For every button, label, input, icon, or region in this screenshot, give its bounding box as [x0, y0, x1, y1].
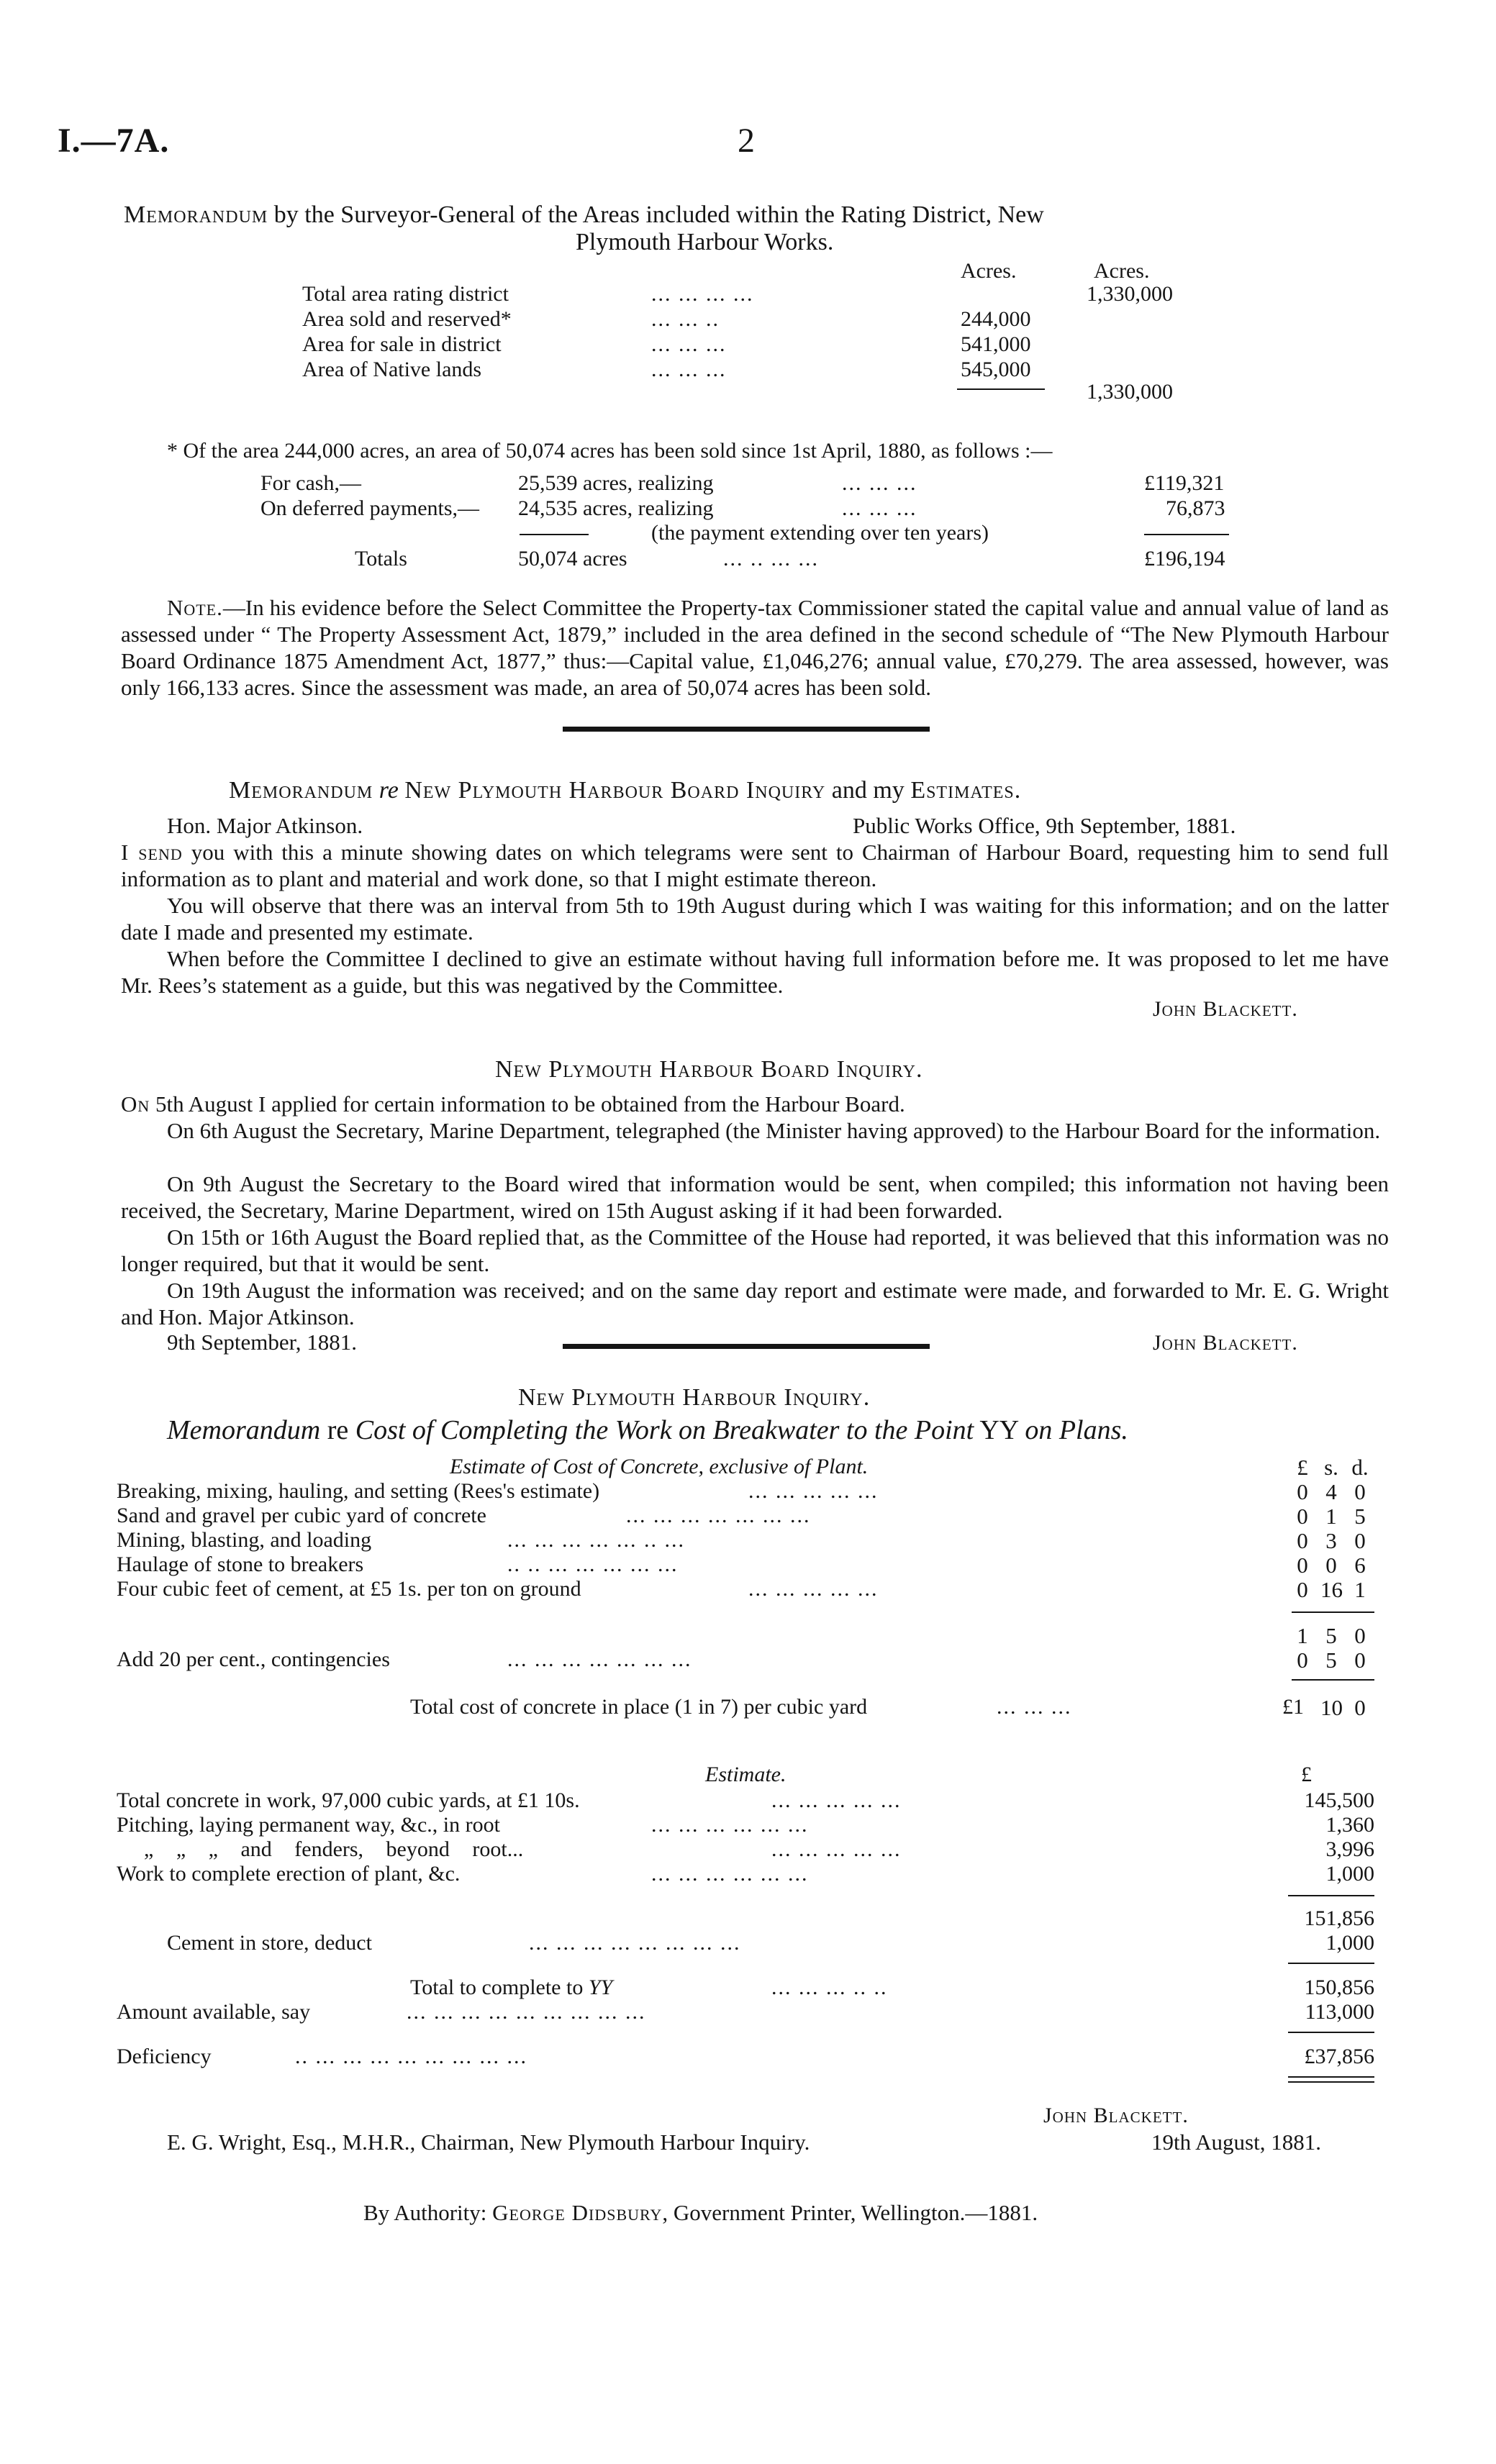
totals-acres: 50,074 acres: [518, 547, 627, 570]
total-concrete-label: Total cost of concrete in place (1 in 7) per cubic yard: [410, 1695, 868, 1719]
imprint-printer: George Didsbury: [492, 2200, 663, 2225]
concrete-item-label: Mining, blasting, and loading: [117, 1528, 372, 1552]
acres-rule: [520, 534, 589, 535]
leader-dots: ... ... ... ... ...: [748, 1479, 879, 1503]
memo1-title-line2: Plymouth Harbour Works.: [576, 229, 834, 255]
leader-dots: ... ... ...: [651, 332, 727, 356]
pence: 0: [1354, 1647, 1366, 1673]
pence: 0: [1354, 1479, 1366, 1504]
payment-note: (the payment extending over ten years): [651, 521, 989, 545]
leader-dots: ... ... ... ... ...: [771, 1788, 902, 1812]
leader-dots: ... ... ... ... ... ... ...: [507, 1647, 692, 1671]
concrete-item-label: Sand and gravel per cubic yard of concrete: [117, 1504, 486, 1527]
subtotal-shillings: 5: [1325, 1623, 1337, 1648]
shillings: 0: [1325, 1552, 1337, 1578]
sub-b: re: [327, 1415, 349, 1445]
shillings: 4: [1325, 1479, 1337, 1504]
area-row-value-1: 541,000: [961, 332, 1031, 356]
memo4-signature: John Blackett.: [1043, 2104, 1189, 2127]
pounds: 0: [1297, 1577, 1308, 1602]
acres-column-header-2: Acres.: [1094, 259, 1150, 283]
memo2-title: [229, 777, 1021, 804]
area-row-value-1: 545,000: [961, 358, 1031, 381]
sale-amount: £119,321: [1144, 471, 1225, 495]
memo3-paragraph-5: On 19th August the information was received; and on the same day report and estimate were made, and forwarded to Mr. E. G. Wright and Hon. Major Atkinson.: [121, 1278, 1389, 1329]
sub-c: Cost of Completing the Work on Breakwater to the Point: [355, 1415, 974, 1445]
sum-rule: [1292, 1679, 1374, 1681]
memo4-subtitle: [167, 1414, 1128, 1446]
memo3-paragraph-2: On 6th August the Secretary, Marine Department, telegraphed (the Minister having approved) to the Harbour Board for the information.: [167, 1118, 1381, 1143]
area-row-value-1: 244,000: [961, 307, 1031, 331]
total-yy-mark: YY: [588, 1976, 613, 1999]
sub-a: Memorandum: [167, 1415, 321, 1445]
sum-rule: [1288, 2032, 1374, 2033]
pounds: 0: [1297, 1504, 1308, 1529]
totals-amount: £196,194: [1144, 547, 1225, 570]
leader-dots: ... ... ...: [651, 358, 727, 381]
estimate-value: 1,360: [1325, 1813, 1374, 1837]
pence: 6: [1354, 1552, 1366, 1578]
leader-dots: ... ... ... ...: [651, 282, 754, 306]
imprint: [363, 2200, 1038, 2226]
sum-rule: [957, 388, 1045, 390]
memo4-addressee: E. G. Wright, Esq., M.H.R., Chairman, New Plymouth Harbour Inquiry.: [167, 2129, 810, 2155]
sub-e: on Plans.: [1025, 1415, 1128, 1445]
area-footnote: * Of the area 244,000 acres, an area of 50,074 acres has been sold since 1st April, 1880, as follows :—: [167, 439, 1053, 463]
leader-dots: ... .. ... ...: [723, 547, 819, 570]
cement-label: Cement in store, deduct: [167, 1931, 372, 1955]
pounds: 0: [1297, 1647, 1308, 1673]
leader-dots: ... ... ... ... ... ... ... ...: [529, 1931, 741, 1955]
sale-acres: 24,535 acres, realizing: [518, 496, 714, 520]
deficiency-label: Deficiency: [117, 2045, 212, 2068]
cement-value: 1,000: [1325, 1931, 1374, 1955]
note-lead: Note.: [167, 595, 223, 620]
memo3-date: 9th September, 1881.: [167, 1329, 357, 1355]
memo2-paragraph-3: When before the Committee I declined to give an estimate without having full information before me. It was proposed to let me have Mr. Rees’s statement as a guide, but this was negatived by the Committee.: [121, 946, 1389, 998]
concrete-item-label: Haulage of stone to breakers: [117, 1552, 364, 1576]
amount-rule: [1144, 534, 1229, 535]
imprint-lead: By Authority:: [363, 2200, 487, 2225]
total-concrete-pounds: £1: [1282, 1695, 1304, 1719]
leader-dots: ... ... ... ... ... ... ... ... ...: [407, 2000, 646, 2024]
contingencies-label: Add 20 per cent., contingencies: [117, 1647, 390, 1671]
p1-text: you with this a minute showing dates on which telegrams were sent to Chairman of Harbour Board, requesting him to send full information as to plant and material and work done, so that I might estimate thereon.: [121, 840, 1389, 891]
available-value: 113,000: [1305, 2000, 1374, 2024]
total-concrete-shillings: 10: [1320, 1695, 1343, 1720]
total-yy-label: [410, 1976, 612, 2000]
col-pence: d.: [1351, 1455, 1369, 1480]
pence: 1: [1354, 1577, 1366, 1602]
memo2-signature: John Blackett.: [1153, 997, 1298, 1021]
leader-dots: ... ... ... ... ... .. ...: [507, 1528, 685, 1552]
leader-dots: ... ... ...: [842, 471, 917, 495]
imprint-rest: , Government Printer, Wellington.—1881.: [662, 2200, 1038, 2225]
concrete-item-label: Breaking, mixing, hauling, and setting (Rees's estimate): [117, 1479, 600, 1503]
memo2-paragraph-1: [121, 839, 1389, 892]
subtotal-pence: 0: [1354, 1623, 1366, 1648]
shillings: 3: [1325, 1528, 1337, 1553]
pounds: 0: [1297, 1528, 1308, 1553]
estimate-value: 1,000: [1325, 1862, 1374, 1886]
total-yy-text: Total to complete to: [410, 1976, 584, 1999]
p1-lead: I send: [121, 840, 183, 865]
leader-dots: ... ... ... ... ...: [748, 1577, 879, 1601]
double-rule-bottom: [1288, 2081, 1374, 2083]
col-pounds: £: [1297, 1455, 1308, 1480]
total-concrete-pence: 0: [1354, 1695, 1366, 1720]
sale-label: For cash,—: [260, 471, 361, 495]
memo2-title-d: and my: [831, 777, 905, 804]
leader-dots: ... ... ...: [997, 1695, 1072, 1719]
pence: 5: [1354, 1504, 1366, 1529]
concrete-heading: Estimate of Cost of Concrete, exclusive of Plant.: [450, 1455, 869, 1478]
shillings: 16: [1320, 1577, 1343, 1602]
leader-dots: ... ... ... ... ... ...: [651, 1813, 809, 1837]
leader-dots: ... ... ... .. ..: [771, 1976, 888, 1999]
shillings: 5: [1325, 1647, 1337, 1673]
total-yy-value: 150,856: [1304, 1976, 1374, 1999]
area-row-value-2: 1,330,000: [1087, 282, 1173, 306]
estimate-sum: 151,856: [1304, 1906, 1374, 1930]
deficiency-value: £37,856: [1304, 2045, 1374, 2068]
sum-rule: [1292, 1611, 1374, 1613]
sum-rule: [1288, 1895, 1374, 1896]
memo3-paragraph-4: On 15th or 16th August the Board replied that, as the Committee of the House had reported, it was believed that this information was no longer required, but that it would be sent.: [121, 1224, 1389, 1276]
sale-label: On deferred payments,—: [260, 496, 480, 520]
leader-dots: ... ... ...: [842, 496, 917, 520]
concrete-item-label: Four cubic feet of cement, at £5 1s. per ton on ground: [117, 1577, 581, 1601]
memo3-paragraph-1: [121, 1091, 1389, 1117]
pounds: 0: [1297, 1552, 1308, 1578]
leader-dots: ... ... ... ... ... ...: [651, 1862, 809, 1886]
memo2-title-b: re: [378, 777, 399, 804]
memo2-title-c: New Plymouth Harbour Board Inquiry: [404, 777, 826, 804]
estimate-heading: Estimate.: [705, 1763, 786, 1786]
memo1-title-rest: by the Surveyor-General of the Areas included within the Rating District, New: [273, 201, 1044, 228]
sub-d: YY: [979, 1415, 1018, 1445]
leader-dots: ... ... ..: [651, 307, 720, 331]
area-row-label: Total area rating district: [302, 282, 509, 306]
memo3-title: New Plymouth Harbour Board Inquiry.: [495, 1056, 923, 1083]
area-total: 1,330,000: [1087, 380, 1173, 404]
memo2-paragraph-2: You will observe that there was an interval from 5th to 19th August during which I was waiting for this information; and on the latter date I made and presented my estimate.: [121, 893, 1389, 945]
leader-dots: .. .. ... ... ... ... ...: [507, 1552, 679, 1576]
estimate-item-label: Work to complete erection of plant, &c.: [117, 1862, 461, 1886]
memo3-signature: John Blackett.: [1153, 1331, 1298, 1355]
area-row-label: Area sold and reserved*: [302, 307, 512, 331]
estimate-item-label: „ „ „ and fenders, beyond root...: [144, 1837, 524, 1861]
estimate-item-label: Pitching, laying permanent way, &c., in root: [117, 1813, 500, 1837]
note-text: —In his evidence before the Select Committee the Property-tax Commissioner stated the capital value and annual value of land as assessed under “ The Property Assessment Act, 1879,” included in the area defined in the second schedule of “The New Plymouth Harbour Board Ordinance 1875 Amendment Act, 1877,” thus:—Capital value, £1,046,276; annual value, £70,279. The area assessed, however, was only 166,133 acres. Since the assessment was made, an area of 50,074 acres has been sold.: [121, 595, 1389, 700]
p1-text: 5th August I applied for certain information to be obtained from the Harbour Board.: [155, 1091, 905, 1117]
estimate-value: 3,996: [1325, 1837, 1374, 1861]
pence: 0: [1354, 1528, 1366, 1553]
page-number: 2: [738, 122, 755, 160]
memo1-title-lead: Memorandum: [124, 201, 268, 228]
area-row-label: Area of Native lands: [302, 358, 482, 381]
leader-dots: .. ... ... ... ... ... ... ... ...: [295, 2045, 527, 2068]
shillings: 1: [1325, 1504, 1337, 1529]
memo2-title-a: Memorandum: [229, 777, 373, 804]
estimate-value: 145,500: [1304, 1788, 1374, 1812]
estimate-col-pounds: £: [1301, 1763, 1312, 1786]
memo1-note: [121, 594, 1389, 701]
estimate-item-label: Total concrete in work, 97,000 cubic yards, at £1 10s.: [117, 1788, 580, 1812]
col-shillings: s.: [1324, 1455, 1338, 1480]
section-divider: [563, 1344, 930, 1349]
totals-label: Totals: [355, 547, 407, 570]
memo4-title: New Plymouth Harbour Inquiry.: [518, 1384, 871, 1411]
section-divider: [563, 727, 930, 732]
area-row-label: Area for sale in district: [302, 332, 502, 356]
memo2-addressee: Hon. Major Atkinson.: [167, 813, 363, 838]
leader-dots: ... ... ... ... ... ... ...: [626, 1504, 811, 1527]
paper-reference: I.—7A.: [58, 122, 170, 160]
acres-column-header-1: Acres.: [961, 259, 1017, 283]
double-rule-top: [1288, 2076, 1374, 2078]
memo4-date: 19th August, 1881.: [1151, 2129, 1321, 2155]
leader-dots: ... ... ... ... ...: [771, 1837, 902, 1861]
sale-acres: 25,539 acres, realizing: [518, 471, 714, 495]
p1-lead: On: [121, 1091, 150, 1117]
memo3-paragraph-3: On 9th August the Secretary to the Board wired that information would be sent, when compiled; this information not having been received, the Secretary, Marine Department, wired on 15th August asking if it had been forwarded.: [121, 1171, 1389, 1223]
sum-rule: [1288, 1963, 1374, 1964]
subtotal-pounds: 1: [1297, 1623, 1308, 1648]
memo2-title-e: Estimates.: [910, 777, 1022, 804]
sale-amount: 76,873: [1166, 496, 1225, 520]
pounds: 0: [1297, 1479, 1308, 1504]
memo1-title-line1: [124, 201, 1044, 229]
available-label: Amount available, say: [117, 2000, 311, 2024]
memo2-office-date: Public Works Office, 9th September, 1881.: [853, 813, 1236, 838]
